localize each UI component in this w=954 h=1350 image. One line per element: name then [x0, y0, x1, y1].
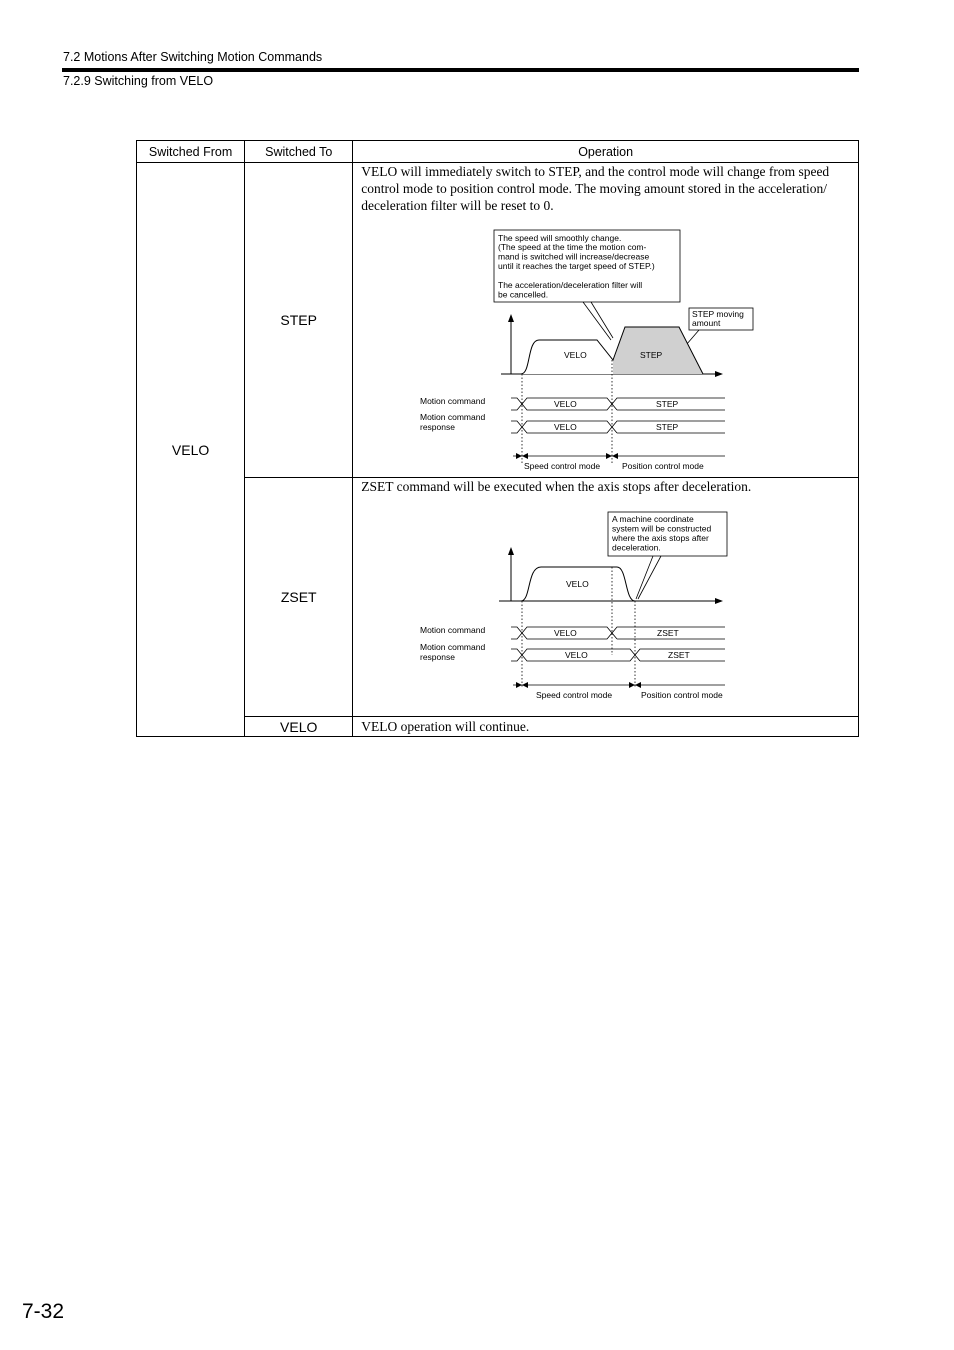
response-bus	[511, 421, 725, 433]
mode-arrow	[516, 682, 522, 688]
callout-line: mand is switched will increase/decrease	[498, 251, 650, 262]
operation-cell-zset	[353, 478, 859, 717]
col-header-switched-to: Switched To	[245, 141, 353, 163]
y-axis-arrow	[508, 314, 514, 322]
switching-table	[136, 140, 859, 737]
step-amount-label: STEP moving	[692, 309, 745, 319]
mode-arrow	[612, 453, 618, 459]
response-velo: VELO	[554, 422, 577, 432]
step-amount-label: amount	[692, 318, 721, 328]
y-axis-arrow	[508, 547, 514, 555]
callout-line: The speed will smoothly change.	[498, 233, 622, 243]
step-area-label: STEP	[640, 350, 663, 360]
callout-leader	[591, 302, 613, 338]
response-label: Motion command	[420, 642, 486, 652]
response-zset: ZSET	[668, 650, 691, 660]
switched-from-cell: VELO	[137, 163, 245, 737]
x-axis-arrow	[715, 371, 723, 377]
callout-line: until it reaches the target speed of STEP.)	[498, 261, 655, 271]
table-row-step	[137, 163, 859, 478]
section-header: 7.2 Motions After Switching Motion Commands	[63, 50, 323, 64]
callout-line: be cancelled.	[498, 289, 549, 300]
callout-line: (The speed at the time the motion com-	[498, 242, 647, 252]
table-header-row	[137, 141, 859, 163]
zset-timing-diagram	[353, 495, 858, 715]
motion-command-label: Motion command	[420, 625, 486, 635]
speed-control-mode-label: Speed control mode	[536, 690, 613, 700]
operation-cell-velo	[353, 717, 859, 737]
mode-arrow	[516, 453, 522, 459]
mode-arrow	[635, 682, 641, 688]
switched-to-velo: VELO	[245, 717, 353, 737]
response-bus	[511, 649, 725, 661]
header-rule	[62, 68, 859, 72]
callout-line: A machine coordinate	[612, 514, 695, 524]
speed-control-mode-label: Speed control mode	[524, 461, 601, 471]
subsection-header: 7.2.9 Switching from VELO	[63, 74, 214, 88]
response-velo: VELO	[565, 650, 588, 660]
response-step: STEP	[656, 422, 679, 432]
command-velo: VELO	[554, 628, 577, 638]
switched-to-zset: ZSET	[245, 478, 353, 717]
mode-arrow	[629, 682, 635, 688]
operation-text-zset: ZSET command will be executed when the axis stops after deceleration.	[361, 479, 752, 494]
table-row-velo	[137, 717, 859, 737]
position-control-mode-label: Position control mode	[641, 690, 724, 700]
response-label: response	[420, 652, 456, 662]
operation-text-velo: VELO operation will continue.	[361, 719, 530, 734]
motion-command-bus	[511, 627, 725, 639]
callout-line: The acceleration/deceleration filter will	[498, 280, 643, 290]
motion-command-bus	[511, 398, 725, 410]
callout-leader	[583, 302, 611, 340]
operation-cell-step	[353, 163, 859, 478]
command-step: STEP	[656, 399, 679, 409]
command-zset: ZSET	[657, 628, 680, 638]
callout-text	[498, 233, 655, 300]
response-label: Motion command	[420, 412, 486, 422]
callout-line: where the axis stops after	[612, 533, 710, 543]
mode-arrow	[522, 453, 528, 459]
position-control-mode-label: Position control mode	[622, 461, 705, 471]
callout-line: deceleration.	[612, 542, 661, 553]
command-velo: VELO	[554, 399, 577, 409]
operation-text-step: VELO will immediately switch to STEP, and the control mode will change from speed control mode to position control mode. The moving amount stored in the acceleration/ deceleration filter will be reset to 0.	[361, 164, 830, 213]
callout-line: system will be constructed	[612, 523, 712, 534]
velo-area-label: VELO	[564, 350, 587, 360]
switched-to-step: STEP	[245, 163, 353, 478]
mode-arrow	[522, 682, 528, 688]
page-number: 7-32	[22, 1300, 65, 1323]
callout-leader	[636, 556, 653, 599]
col-header-operation: Operation	[353, 141, 859, 163]
col-header-switched-from: Switched From	[137, 141, 245, 163]
velo-area-label: VELO	[566, 579, 589, 589]
step-timing-diagram	[353, 214, 858, 476]
callout-leader	[638, 556, 661, 599]
motion-command-label: Motion command	[420, 396, 486, 406]
mode-arrow	[606, 453, 612, 459]
x-axis-arrow	[715, 598, 723, 604]
table-row-zset	[137, 478, 859, 717]
response-label: response	[420, 422, 456, 432]
